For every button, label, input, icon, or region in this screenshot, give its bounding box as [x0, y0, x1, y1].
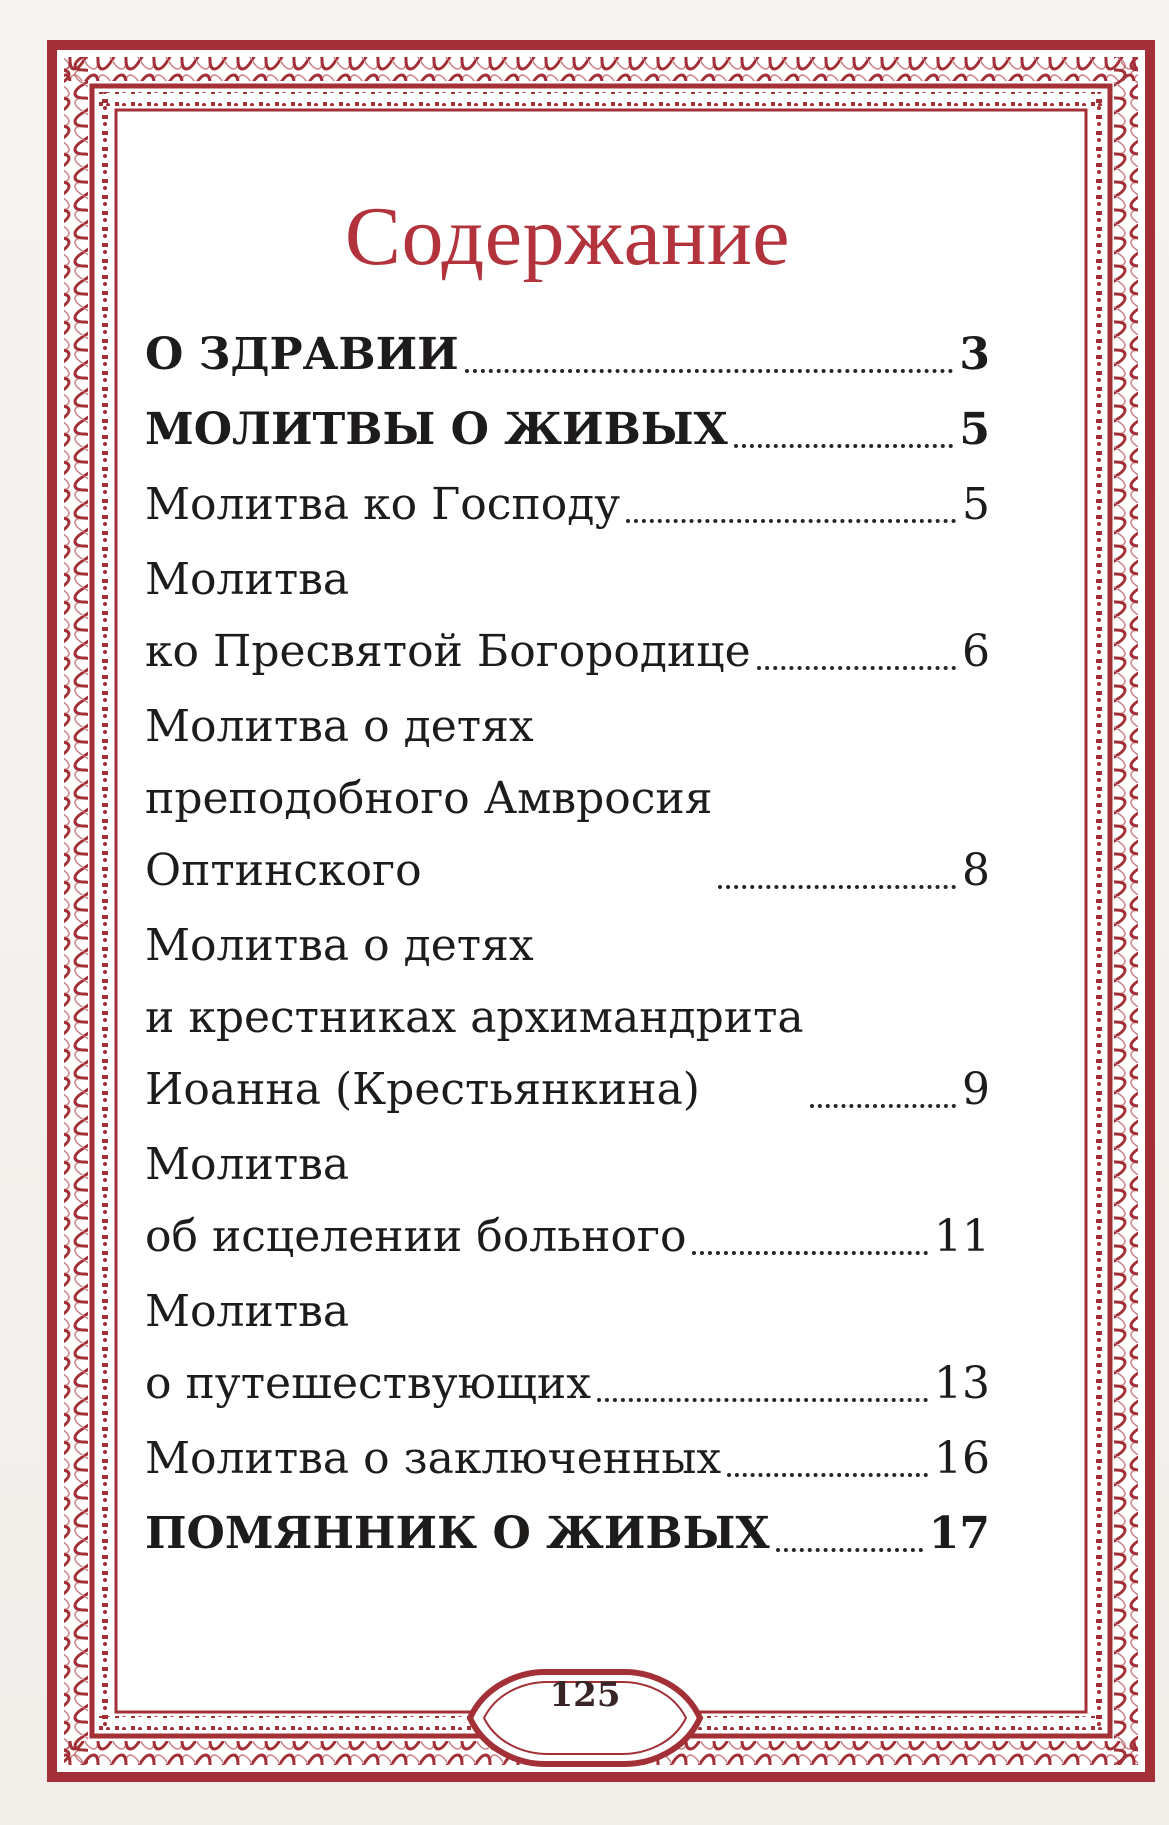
- toc-entry-page: 9: [962, 1064, 990, 1115]
- toc-entry-label: МОЛИТВЫ О ЖИВЫХ: [145, 404, 728, 455]
- toc-entry-page: 16: [934, 1433, 990, 1484]
- toc-entry-label: Молитва о детях и крестниках архимандрита Иоанна (Крестьянкина): [145, 920, 804, 1115]
- toc-entry-page: 17: [928, 1508, 990, 1559]
- dot-leader: [810, 1104, 956, 1108]
- toc-entry[interactable]: [145, 691, 990, 907]
- toc-entry[interactable]: [145, 1498, 990, 1570]
- table-of-contents: [145, 180, 990, 1573]
- dot-leader: [597, 1398, 928, 1402]
- toc-entry-label: О ЗДРАВИИ: [145, 329, 459, 380]
- toc-entry-page: 11: [934, 1211, 990, 1262]
- dot-leader: [465, 369, 954, 373]
- page-title: Содержание: [344, 190, 791, 283]
- dot-leader: [757, 666, 956, 670]
- toc-entry[interactable]: [145, 910, 990, 1126]
- toc-entry[interactable]: [145, 1423, 990, 1495]
- toc-entry-label: Молитва о заключенных: [145, 1433, 722, 1484]
- dot-leader: [776, 1548, 923, 1552]
- toc-entry-page: 3: [959, 329, 990, 380]
- toc-entry[interactable]: [145, 394, 990, 466]
- toc-entry[interactable]: [145, 319, 990, 391]
- dot-leader: [727, 1473, 928, 1477]
- dot-leader: [734, 444, 954, 448]
- page-number: 125: [549, 1675, 621, 1715]
- toc-entry-label: Молитва о детях преподобного Амвросия Оптинского: [145, 701, 713, 896]
- dot-leader: [718, 885, 956, 889]
- toc-entry[interactable]: [145, 469, 990, 541]
- toc-entry-page: 8: [962, 845, 990, 896]
- toc-entry[interactable]: [145, 1129, 990, 1273]
- toc-entry-page: 5: [959, 404, 990, 455]
- toc-entry-label: Молитва об исцелении больного: [145, 1139, 687, 1262]
- toc-entry[interactable]: [145, 1276, 990, 1420]
- toc-entry-page: 13: [934, 1358, 990, 1409]
- toc-entry-label: ПОМЯННИК О ЖИВЫХ: [145, 1508, 770, 1559]
- toc-entry-page: 6: [962, 626, 990, 677]
- toc-entry-label: Молитва ко Пресвятой Богородице: [145, 554, 751, 677]
- toc-entry-page: 5: [962, 479, 990, 530]
- toc-entry[interactable]: [145, 544, 990, 688]
- toc-entry-label: Молитва ко Господу: [145, 479, 621, 530]
- dot-leader: [626, 519, 956, 523]
- toc-list: [145, 319, 990, 1570]
- toc-entry-label: Молитва о путешествующих: [145, 1286, 592, 1409]
- dot-leader: [692, 1251, 928, 1255]
